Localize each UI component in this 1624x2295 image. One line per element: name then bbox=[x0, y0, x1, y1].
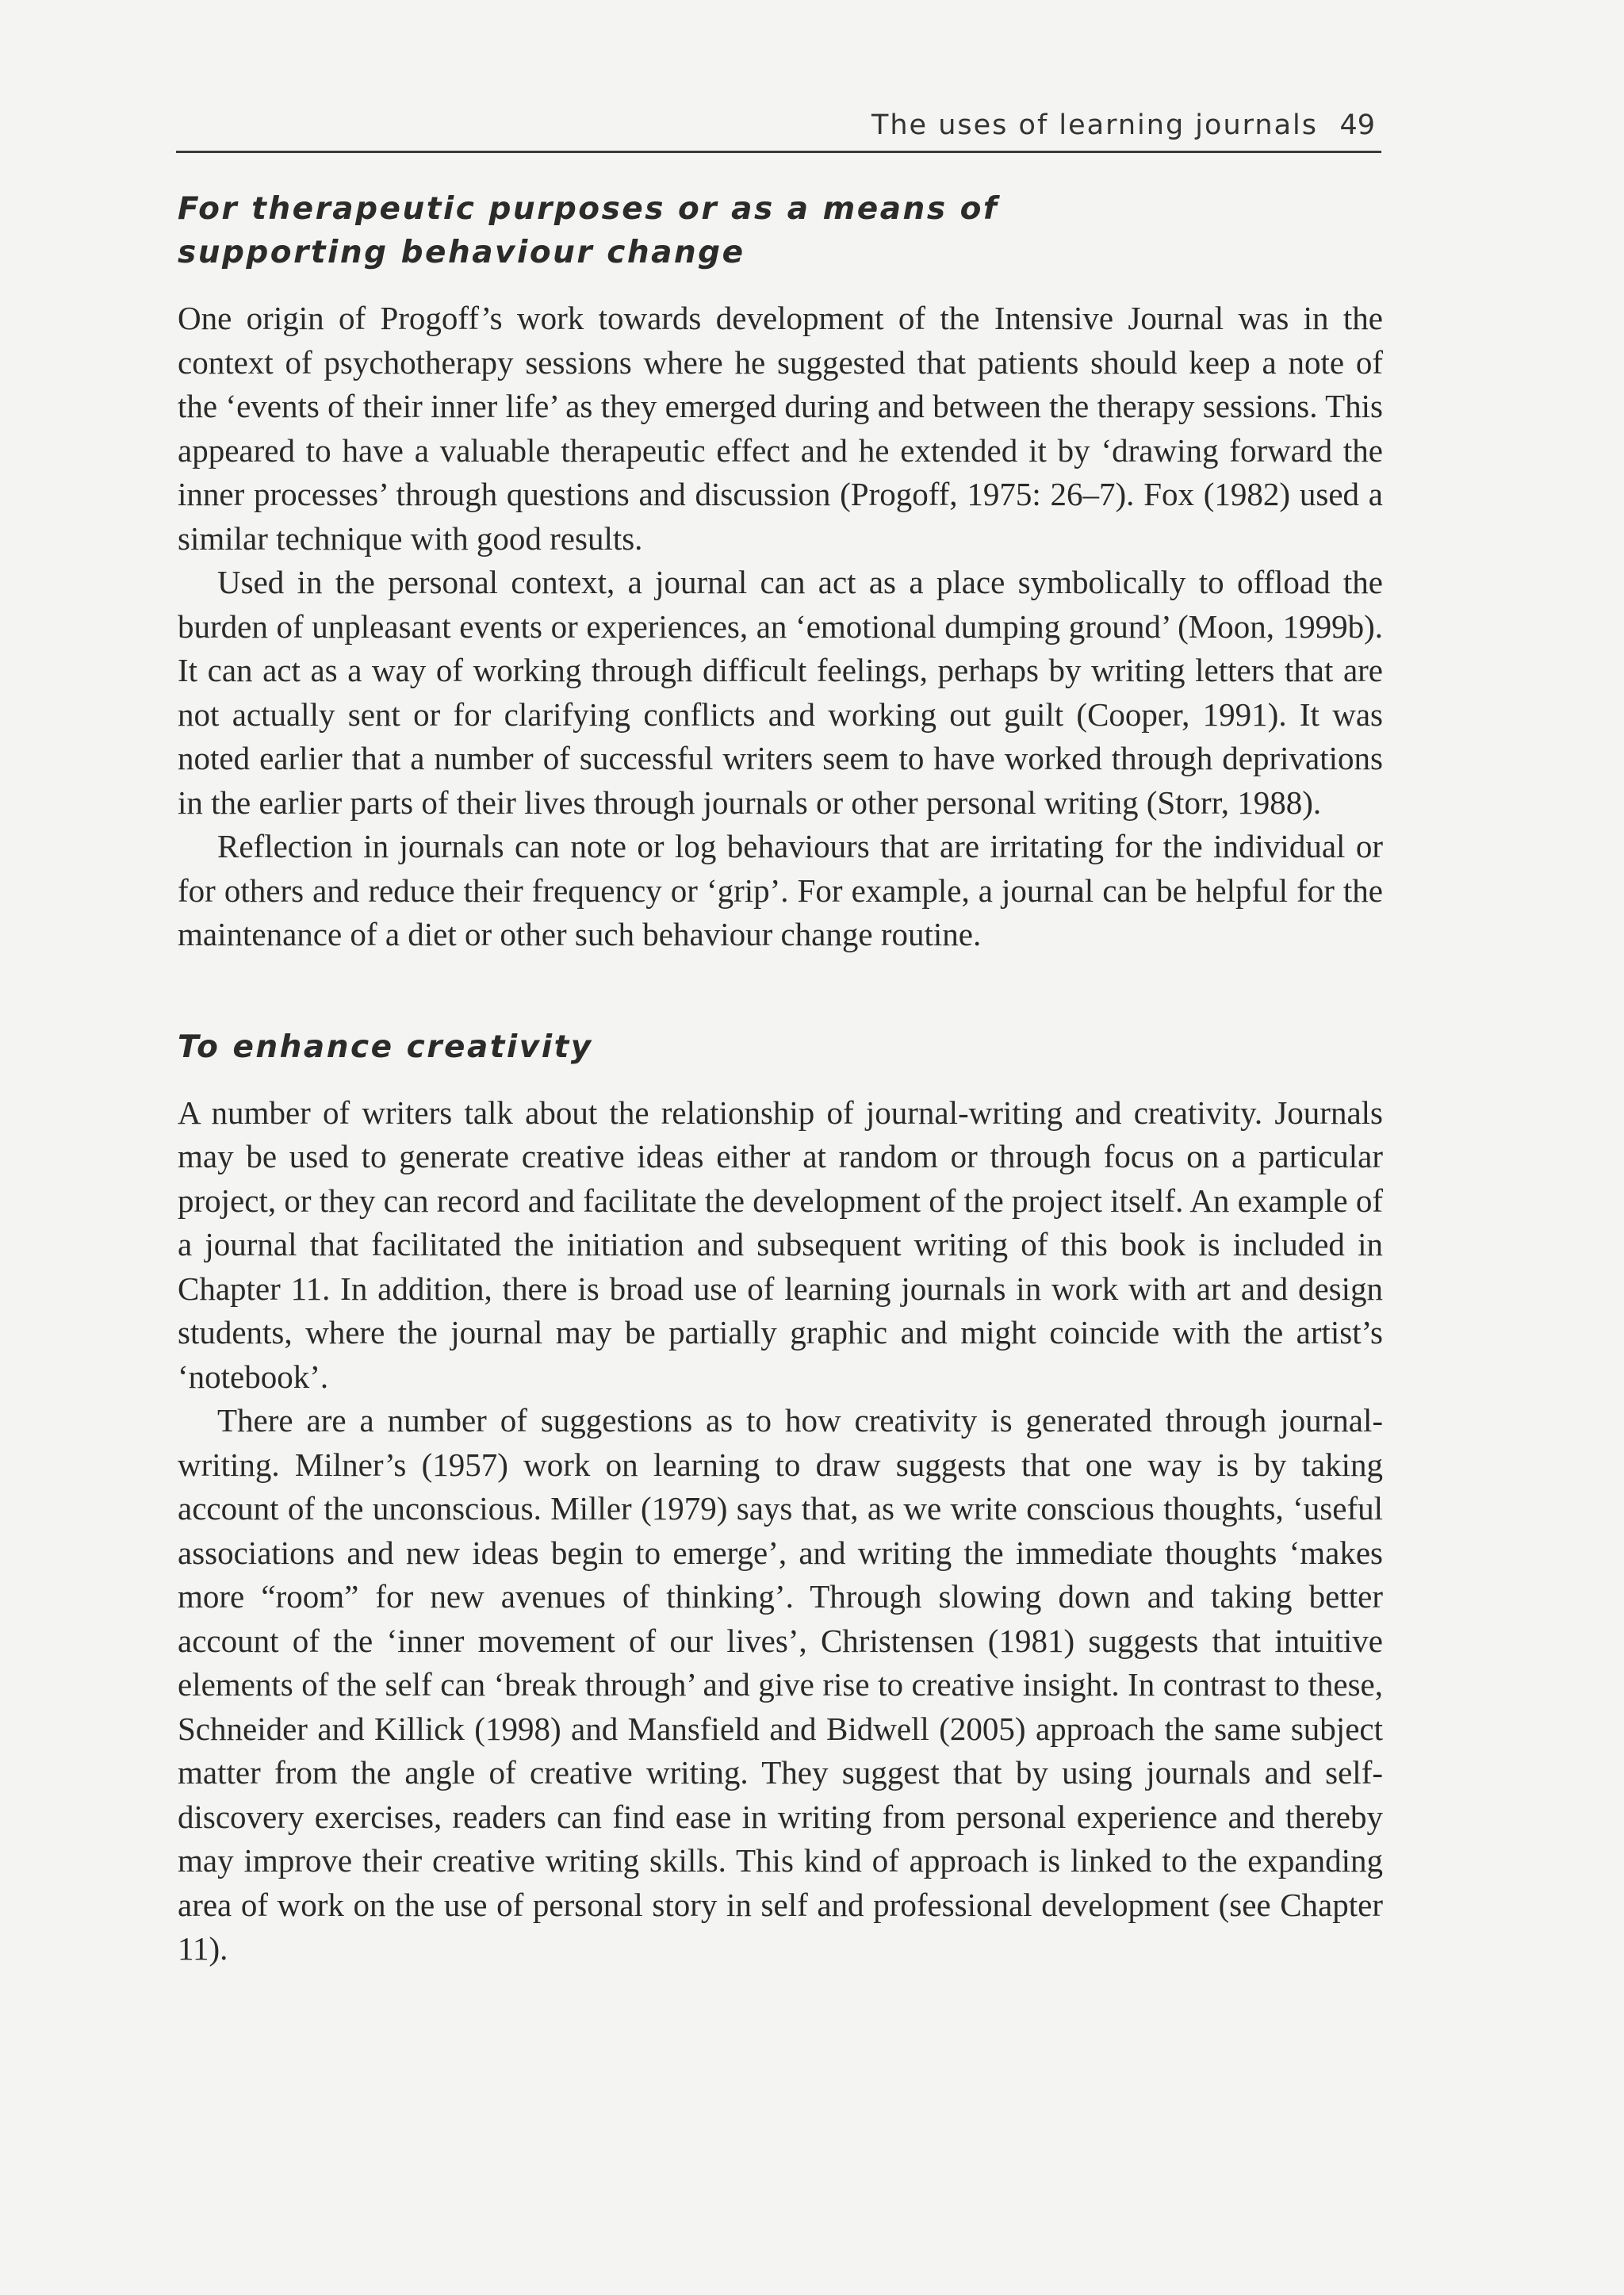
section-creativity bbox=[178, 1025, 1383, 1971]
paragraph: Reflection in journals can note or log behaviours that are irritating for the individual or for others and reduce their frequency or ‘grip’. For example, a journal can be helpful for the maintenance of a diet or other such behaviour change routine. bbox=[178, 828, 1383, 952]
running-head-title: The uses of learning journals bbox=[871, 109, 1318, 141]
paragraph: There are a number of suggestions as to how creativity is generated through journal-writing. Milner’s (1957) work on learning to draw suggests that one way is by taking account of the unconscious. Miller (1979) says that, as we write conscious thoughts, ‘useful associations and new ideas begin to emerge’, and writing the immediate thoughts ‘makes more “room” for new avenues of thinking’. Through slowing down and taking better account of the ‘inner movement of our lives’, Christensen (1981) suggests that intuitive elements of the self can ‘break through’ and give rise to creative insight. In contrast to these, Schneider and Killick (1998) and Mansfield and Bidwell (2005) approach the same subject matter from the angle of creative writing. They suggest that by using journals and self-discovery exercises, readers can find ease in writing from personal experience and thereby may improve their creative writing skills. This kind of approach is linked to the expanding area of work on the use of personal story in self and professional development (see Chapter 11). bbox=[178, 1402, 1383, 1967]
page-body bbox=[178, 187, 1383, 1971]
page-number: 49 bbox=[1339, 109, 1375, 141]
running-head bbox=[176, 109, 1381, 153]
paragraph: A number of writers talk about the relationship of journal-writing and creativity. Journals may be used to generate creative ideas either at random or through focus on a particular project, or they can record and facilitate the development of the project itself. An example of a journal that facilitated the initiation and subsequent writing of this book is included in Chapter 11. In addition, there is broad use of learning journals in work with art and design students, where the journal may be partially graphic and might coincide with the artist’s ‘notebook’. bbox=[178, 1094, 1383, 1395]
section-heading-creativity: To enhance creativity bbox=[178, 1029, 593, 1065]
paragraph: Used in the personal context, a journal can act as a place symbolically to offload the burden of unpleasant events or experiences, an ‘emotional dumping ground’ (Moon, 1999b). It can act as a way of working through difficult feelings, perhaps by writing letters that are not actually sent or for clarifying conflicts and working out guilt (Cooper, 1991). It was noted earlier that a number of successful writers seem to have worked through deprivations in the earlier parts of their lives through journals or other personal writing (Storr, 1988). bbox=[178, 564, 1383, 821]
section-therapeutic bbox=[178, 187, 1383, 957]
paragraph: One origin of Progoff’s work towards development of the Intensive Journal was in the context of psychotherapy sessions where he suggested that patients should keep a note of the ‘events of their inner life’ as they emerged during and between the therapy sessions. This appeared to have a valuable therapeutic effect and he extended it by ‘drawing forward the inner processes’ through questions and discussion (Progoff, 1975: 26–7). Fox (1982) used a similar technique with good results. bbox=[178, 300, 1383, 557]
section-heading-therapeutic: For therapeutic purposes or as a means of supporting behaviour change bbox=[178, 191, 999, 270]
